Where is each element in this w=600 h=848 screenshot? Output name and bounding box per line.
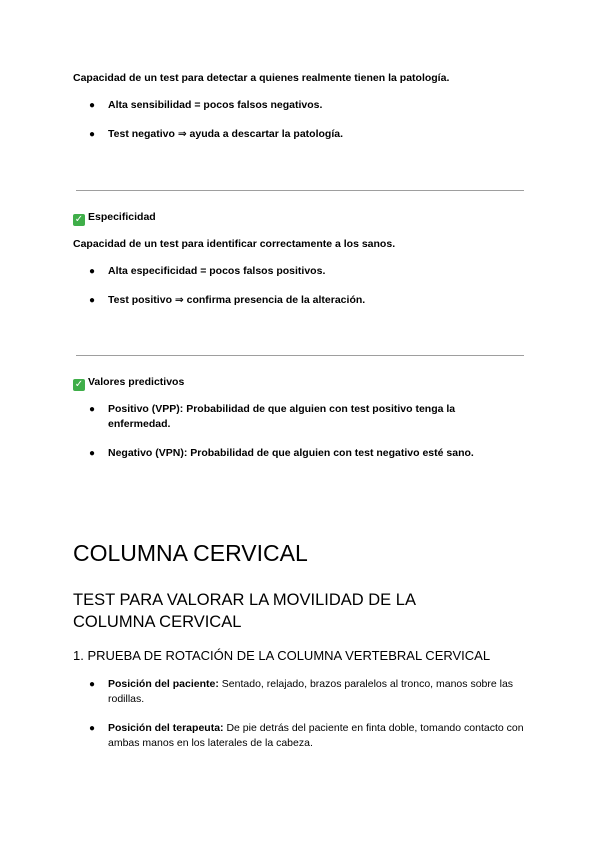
list-item-label: Posición del terapeuta: bbox=[108, 722, 224, 734]
sensibilidad-list bbox=[73, 98, 533, 142]
bullet-icon: ● bbox=[89, 679, 96, 690]
especificidad-heading bbox=[73, 210, 156, 226]
bullet-icon: ● bbox=[89, 404, 96, 415]
test-items-list bbox=[73, 677, 533, 751]
check-mark-icon: ✓ bbox=[74, 214, 84, 225]
check-mark-icon: ✓ bbox=[74, 379, 84, 390]
list-item bbox=[73, 264, 533, 279]
bullet-icon: ● bbox=[89, 266, 96, 277]
list-item-text: De pie detrás del paciente en finta doble, tomando contacto con ambas manos en los laterales de la cabeza. bbox=[108, 722, 524, 749]
horizontal-divider bbox=[76, 355, 524, 356]
bullet-icon: ● bbox=[89, 448, 96, 459]
horizontal-divider bbox=[76, 190, 524, 191]
list-item-text: Probabilidad de que alguien con test negativo esté sano. bbox=[190, 447, 474, 459]
list-item bbox=[73, 402, 533, 432]
list-item bbox=[73, 293, 533, 308]
especificidad-list bbox=[73, 264, 533, 308]
bullet-icon: ● bbox=[89, 100, 96, 111]
sensibilidad-definition: Capacidad de un test para detectar a quienes realmente tienen la patología. bbox=[73, 72, 450, 84]
list-item bbox=[73, 127, 533, 142]
bullet-icon: ● bbox=[89, 129, 96, 140]
list-item bbox=[73, 721, 533, 751]
list-item bbox=[73, 677, 533, 707]
list-item-text: Sentado, relajado, brazos paralelos al tronco, manos sobre las rodillas. bbox=[108, 678, 514, 705]
especificidad-definition: Capacidad de un test para identificar correctamente a los sanos. bbox=[73, 238, 396, 250]
list-item-text: Test positivo ⇒ confirma presencia de la alteración. bbox=[108, 294, 366, 306]
test-title: 1. PRUEBA DE ROTACIÓN DE LA COLUMNA VERTEBRAL CERVICAL bbox=[73, 648, 491, 663]
valores-heading bbox=[73, 375, 184, 391]
bullet-icon: ● bbox=[89, 295, 96, 306]
list-item-text: Test negativo ⇒ ayuda a descartar la patología. bbox=[108, 128, 344, 140]
list-item-text: Alta especificidad = pocos falsos positivos. bbox=[108, 265, 326, 277]
valores-list bbox=[73, 402, 533, 461]
valores-heading-text: Valores predictivos bbox=[88, 376, 185, 388]
list-item-text: Alta sensibilidad = pocos falsos negativos. bbox=[108, 99, 323, 111]
section-title: COLUMNA CERVICAL bbox=[73, 540, 308, 566]
list-item-label: Negativo (VPN): bbox=[108, 447, 188, 459]
bullet-icon: ● bbox=[89, 723, 96, 734]
especificidad-heading-text: Especificidad bbox=[88, 211, 156, 223]
list-item-label: Positivo (VPP): bbox=[108, 403, 184, 415]
list-item-label: Posición del paciente: bbox=[108, 678, 219, 690]
list-item bbox=[73, 98, 533, 113]
subsection-title: TEST PARA VALORAR LA MOVILIDAD DE LA COLUMNA CERVICAL bbox=[73, 591, 416, 631]
list-item bbox=[73, 446, 533, 461]
list-item-text: Probabilidad de que alguien con test positivo tenga la enfermedad. bbox=[108, 403, 456, 430]
